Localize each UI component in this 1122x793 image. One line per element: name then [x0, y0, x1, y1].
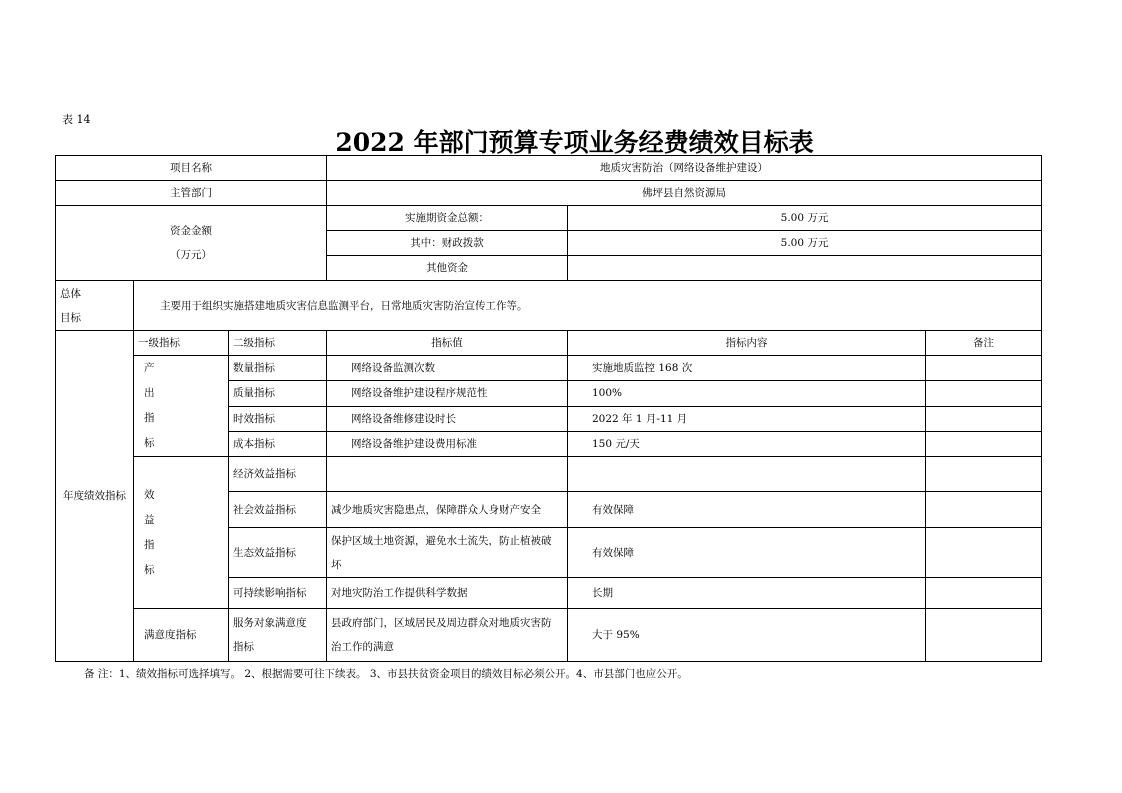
value-cell: 对地灾防治工作提供科学数据: [327, 578, 568, 609]
header-value: 指标值: [327, 331, 568, 356]
fiscal-funds-value: 5.00 万元: [568, 231, 1042, 256]
note-cell: [926, 609, 1042, 662]
funds-amount-label: [56, 206, 327, 281]
note-cell: [926, 406, 1042, 431]
output-indicator-label: [134, 356, 229, 457]
content-cell: 有效保障: [568, 492, 926, 528]
header-level2: 二级指标: [229, 331, 327, 356]
value-cell: 网络设备维护建设程序规范性: [327, 381, 568, 406]
table-row: [56, 457, 1042, 492]
level2-cell: 质量指标: [229, 381, 327, 406]
output-char: 标: [144, 437, 155, 449]
table-row: [56, 181, 1042, 206]
level2-cell: 可持续影响指标: [229, 578, 327, 609]
department-label: 主管部门: [56, 181, 327, 206]
note-cell: [926, 431, 1042, 456]
level2-line: 服务对象满意度: [233, 617, 307, 629]
content-cell: 长期: [568, 578, 926, 609]
level2-cell: 数量指标: [229, 356, 327, 381]
benefit-char: 效: [144, 488, 155, 501]
total-funds-label: 实施期资金总额：: [327, 206, 568, 231]
output-char: 出: [144, 387, 155, 399]
table-row: [56, 609, 1042, 662]
footnote: 备 注：1、绩效指标可选择填写。 2、根据需要可往下续表。 3、市县扶贫资金项目的绩效目标必须公开。4、市县部门也应公开。: [84, 668, 688, 680]
table-number-label: 表 14: [62, 113, 91, 126]
benefit-char: 指: [144, 538, 155, 551]
value-line: 治工作的满意: [331, 641, 394, 653]
value-cell: [327, 609, 568, 662]
note-cell: [926, 492, 1042, 528]
overall-goal-label: [56, 281, 134, 331]
table-row: [56, 356, 1042, 381]
content-cell: 100%: [568, 381, 926, 406]
value-line: 保护区域土地资源，避免水土流失，防止植被破: [331, 534, 552, 547]
table-row: [56, 281, 1042, 331]
overall-label-line1: 总体: [60, 287, 81, 300]
note-cell: [926, 381, 1042, 406]
total-funds-value: 5.00 万元: [568, 206, 1042, 231]
performance-target-table: [55, 155, 1042, 662]
satisfaction-indicator-label: 满意度指标: [134, 609, 229, 662]
header-content: 指标内容: [568, 331, 926, 356]
overall-label-line2: 目标: [60, 311, 81, 324]
value-cell: 网络设备维护建设费用标准: [327, 431, 568, 456]
header-note: 备注: [926, 331, 1042, 356]
note-cell: [926, 457, 1042, 492]
level2-cell: [229, 609, 327, 662]
level2-cell: 生态效益指标: [229, 528, 327, 578]
level2-cell: 经济效益指标: [229, 457, 327, 492]
benefit-char: 益: [144, 513, 155, 526]
content-cell: 有效保障: [568, 528, 926, 578]
output-char: 指: [144, 412, 155, 424]
value-cell: [327, 457, 568, 492]
content-cell: 实施地质监控 168 次: [568, 356, 926, 381]
benefit-char: 标: [144, 563, 155, 576]
table-row: [56, 206, 1042, 231]
other-funds-value: [568, 256, 1042, 281]
output-char: 产: [144, 362, 155, 374]
funds-label-line1: 资金金额: [170, 225, 212, 237]
value-cell: 网络设备维修建设时长: [327, 406, 568, 431]
department-value: 佛坪县自然资源局: [327, 181, 1042, 206]
header-level1: 一级指标: [134, 331, 229, 356]
funds-label-line2: （万元）: [170, 249, 212, 261]
annual-indicators-label: 年度绩效指标: [56, 331, 134, 662]
fiscal-funds-label: 其中：财政拨款: [327, 231, 568, 256]
level2-cell: 社会效益指标: [229, 492, 327, 528]
overall-goal-text: 主要用于组织实施搭建地质灾害信息监测平台，日常地质灾害防治宣传工作等。: [134, 281, 1042, 331]
benefit-indicator-label: [134, 457, 229, 609]
level2-line: 指标: [233, 641, 254, 653]
content-cell: 大于 95%: [568, 609, 926, 662]
content-cell: [568, 457, 926, 492]
other-funds-label: 其他资金: [327, 256, 568, 281]
note-cell: [926, 528, 1042, 578]
value-cell: 减少地质灾害隐患点，保障群众人身财产安全: [327, 492, 568, 528]
page-title: 2022 年部门预算专项业务经费绩效目标表: [335, 128, 814, 157]
table-row: [56, 156, 1042, 181]
project-name-label: 项目名称: [56, 156, 327, 181]
table-row: [56, 331, 1042, 356]
value-cell: 网络设备监测次数: [327, 356, 568, 381]
content-cell: 150 元/天: [568, 431, 926, 456]
value-line: 坏: [331, 558, 342, 571]
level2-cell: 成本指标: [229, 431, 327, 456]
note-cell: [926, 356, 1042, 381]
value-line: 县政府部门，区域居民及周边群众对地质灾害防: [331, 617, 552, 629]
level2-cell: 时效指标: [229, 406, 327, 431]
project-name-value: 地质灾害防治（网络设备维护建设）: [327, 156, 1042, 181]
value-cell: [327, 528, 568, 578]
note-cell: [926, 578, 1042, 609]
content-cell: 2022 年 1 月-11 月: [568, 406, 926, 431]
